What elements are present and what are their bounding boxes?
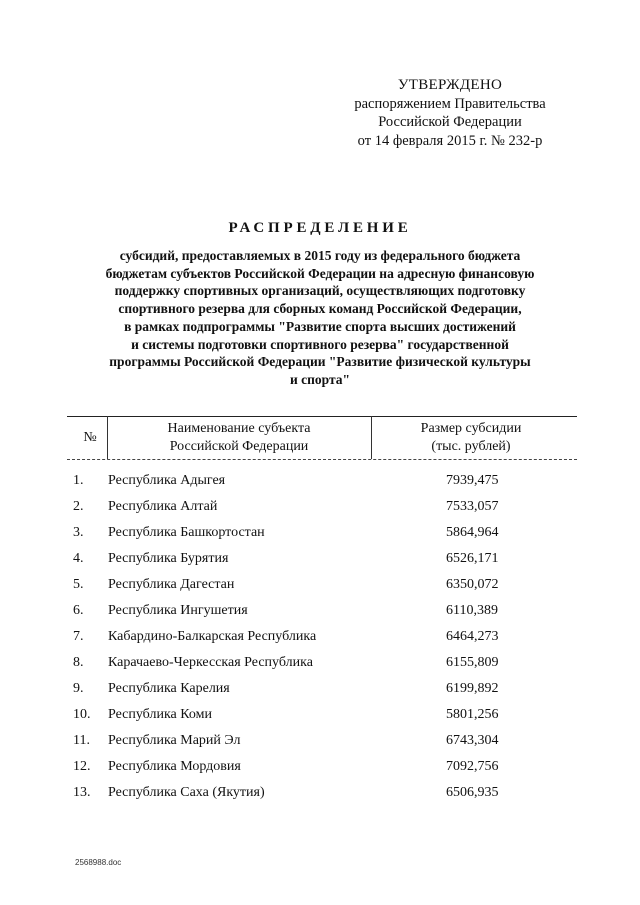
row-subsidy-amount: 7092,756 — [446, 759, 499, 774]
approval-title: УТВЕРЖДЕНО — [397, 77, 503, 93]
subtitle-line: субсидий, предоставляемых в 2015 году из федерального бюджета — [119, 248, 521, 263]
row-number: 4. — [73, 551, 84, 566]
row-subsidy-amount: 5801,256 — [446, 707, 499, 722]
table-row — [67, 498, 577, 524]
row-number: 5. — [73, 577, 84, 592]
row-subsidy-amount: 6110,389 — [446, 603, 498, 618]
table-row — [67, 784, 577, 810]
subtitle-line: бюджетам субъектов Российской Федерации на адресную финансовую — [105, 265, 535, 281]
table-header-rule — [67, 459, 577, 460]
row-number: 1. — [73, 473, 84, 488]
table-row — [67, 706, 577, 732]
table-row — [67, 576, 577, 602]
subtitle-line: программы Российской Федерации "Развитие физической культуры — [109, 354, 531, 370]
document-filename: 2568988.doc — [75, 858, 122, 867]
row-number: 7. — [73, 629, 84, 644]
header-region-name-line-2: Российской Федерации — [169, 439, 309, 454]
table-row — [67, 654, 577, 680]
subtitle-line: в рамках подпрограммы "Развитие спорта высших достижений — [124, 318, 516, 334]
row-number: 6. — [73, 603, 84, 618]
approval-block — [340, 76, 560, 150]
table-header — [67, 416, 577, 460]
row-region-name: Республика Марий Эл — [108, 733, 241, 748]
header-subsidy-amount-line-2: (тыс. рублей) — [431, 439, 511, 454]
table-top-rule — [67, 416, 577, 417]
header-region-name — [129, 420, 349, 456]
header-region-name-line-1: Наименование субъекта — [167, 421, 311, 436]
row-region-name: Республика Башкортостан — [108, 525, 265, 540]
row-region-name: Кабардино-Балкарская Республика — [108, 629, 317, 644]
row-subsidy-amount: 6743,304 — [446, 733, 499, 748]
column-divider — [371, 416, 372, 459]
header-number: № — [83, 430, 97, 445]
row-region-name: Республика Дагестан — [108, 577, 235, 592]
row-region-name: Республика Бурятия — [108, 551, 229, 566]
row-subsidy-amount: 6506,935 — [446, 785, 499, 800]
row-subsidy-amount: 6464,273 — [446, 629, 499, 644]
row-subsidy-amount: 6526,171 — [446, 551, 499, 566]
row-number: 11. — [73, 733, 90, 748]
column-divider — [107, 416, 108, 459]
row-number: 10. — [73, 707, 91, 722]
table-row — [67, 550, 577, 576]
table-row — [67, 628, 577, 654]
row-region-name: Республика Саха (Якутия) — [108, 785, 265, 800]
table-row — [67, 680, 577, 706]
row-subsidy-amount: 6350,072 — [446, 577, 499, 592]
row-number: 9. — [73, 681, 84, 696]
table-row — [67, 602, 577, 628]
row-number: 12. — [73, 759, 91, 774]
row-region-name: Республика Карелия — [108, 681, 230, 696]
row-subsidy-amount: 7533,057 — [446, 499, 499, 514]
row-subsidy-amount: 5864,964 — [446, 525, 499, 540]
row-region-name: Карачаево-Черкесская Республика — [108, 655, 313, 670]
approval-line-2: Российской Федерации — [378, 114, 522, 130]
row-number: 3. — [73, 525, 84, 540]
table-row — [67, 524, 577, 550]
row-number: 13. — [73, 785, 91, 800]
document-subtitle — [60, 247, 580, 389]
row-subsidy-amount: 6199,892 — [446, 681, 499, 696]
table-row — [67, 758, 577, 784]
approval-line-3: от 14 февраля 2015 г. № 232-р — [357, 132, 543, 149]
document-heading: РАСПРЕДЕЛЕНИЕ — [228, 220, 412, 236]
row-number: 2. — [73, 499, 84, 514]
row-subsidy-amount: 7939,475 — [446, 473, 499, 488]
subtitle-line: спортивного резерва для сборных команд Российской Федерации, — [118, 301, 522, 317]
row-region-name: Республика Коми — [108, 707, 212, 722]
row-region-name: Республика Адыгея — [108, 473, 226, 488]
row-subsidy-amount: 6155,809 — [446, 655, 499, 670]
table-row — [67, 472, 577, 498]
approval-line-1: распоряжением Правительства — [354, 95, 546, 112]
table-row — [67, 732, 577, 758]
header-subsidy-amount — [381, 420, 561, 456]
table-body — [67, 472, 577, 810]
subtitle-line: и спорта" — [289, 371, 351, 387]
row-region-name: Республика Алтай — [108, 499, 218, 514]
row-region-name: Республика Мордовия — [108, 759, 241, 774]
subtitle-line: поддержку спортивных организаций, осуществляющих подготовку — [114, 283, 526, 299]
subtitle-line: и системы подготовки спортивного резерва" государственной — [131, 336, 509, 352]
header-subsidy-amount-line-1: Размер субсидии — [420, 421, 522, 436]
row-region-name: Республика Ингушетия — [108, 603, 248, 618]
row-number: 8. — [73, 655, 84, 670]
